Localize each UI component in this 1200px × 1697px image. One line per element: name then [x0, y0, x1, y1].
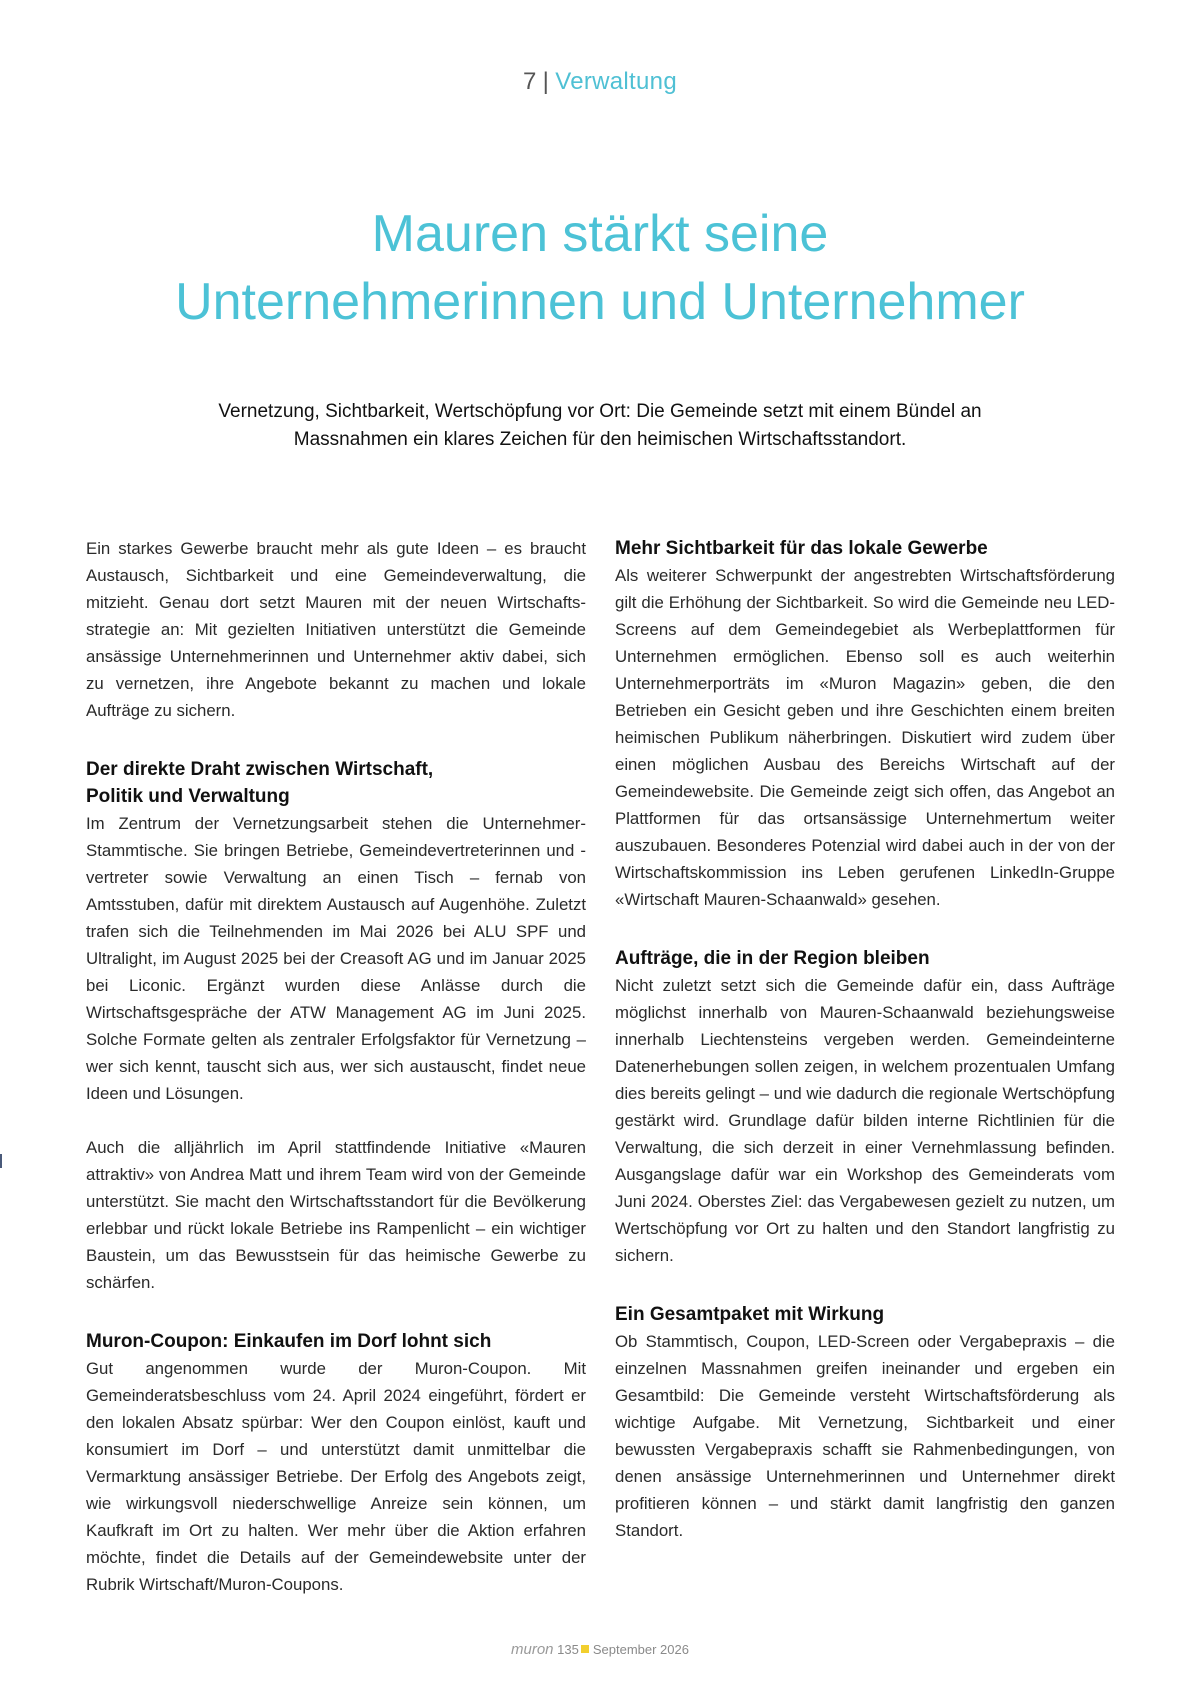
- section-heading-regional-orders: Aufträge, die in der Region bleiben: [615, 948, 930, 969]
- left-column: [86, 535, 586, 1598]
- intro-paragraph: Ein starkes Gewerbe braucht mehr als gute Ideen – es braucht Austausch, Sichtbarkeit und eine Gemeindeverwaltung, die mitzieht. Genau dort setzt Mauren mit der neuen Wirtschaftsstrategie an: Mit gezielten Initiativen unterstützt die Gemeinde ansässige Unternehmerinnen und Unternehmer aktiv dabei, sich zu vernetzen, ihre Angebote bekannt zu machen und lokale Aufträge zu sichern.: [86, 539, 586, 720]
- paragraph-visibility: Als weiterer Schwerpunkt der angestrebten Wirtschaftsförderung gilt die Erhöhung der Sichtbarkeit. So wird die Gemeinde neu LED-Screens auf dem Gemeindegebiet als Werbeplattformen für Unternehmen ermöglichen. Ebenso soll es auch weiterhin Unternehmerporträts im «Muron Magazin» geben, die den Betrieben ein Gesicht geben und ihre Geschichten einem breiten heimischen Publikum näherbringen. Diskutiert wird zudem über einen möglichen Ausbau des Bereichs Wirtschaft auf der Gemeindewebsite. Die Gemeinde zeigt sich offen, das Angebot an Plattformen für das ortsansässige Unternehmertum weiter auszubauen. Besonderes Potenzial wird dabei auch in der von der Wirtschaftskommission ins Leben gerufenen LinkedIn-Gruppe «Wirtschaft Mauren-Schaanwald» gesehen.: [615, 566, 1115, 909]
- page-header: [0, 68, 1200, 96]
- footer-date: September 2026: [592, 1642, 689, 1657]
- paragraph-muron-coupon: Gut angenommen wurde der Muron-Coupon. Mit Gemeinderatsbeschluss vom 24. April 2024 eingeführt, fördert er den lokalen Absatz spürbar: Wer den Coupon einlöst, kauft und konsumiert im Dorf – und unterstützt damit unmittelbar die Vermarktung ansässiger Betriebe. Der Erfolg des Angebots zeigt, wie wirkungsvoll niederschwellige Anreize sein können, um Kaufkraft im Ort zu halten. Wer mehr über die Aktion erfahren möchte, findet die Details auf der Gemeindewebsite unter der Rubrik Wirtschaft/Muron-Coupons.: [86, 1359, 586, 1594]
- section-heading-visibility: Mehr Sichtbarkeit für das lokale Gewerbe: [615, 538, 988, 559]
- paragraph-stammtische: Im Zentrum der Vernetzungsarbeit stehen die Unternehmer-Stammtische. Sie bringen Betriebe, Gemeindevertreterinnen und -vertreter sowie Verwaltung an einen Tisch – fernab von Amtsstuben, dafür mit direktem Austausch auf Augenhöhe. Zuletzt trafen sich die Teilnehmenden im Mai 2026 bei ALU SPF und Ultralight, im August 2025 bei der Creasoft AG und im Januar 2025 bei Liconic. Ergänzt wurden diese Anlässe durch die Wirtschaftsgespräche der ATW Management AG im Juni 2025. Solche Formate gelten als zentraler Erfolgsfaktor für Vernetzung – wer sich kennt, tauscht sich aus, wer sich austauscht, findet neue Ideen und Lösungen.: [86, 814, 586, 1103]
- header-separator: |: [542, 68, 550, 95]
- article-title-line-1: Mauren stärkt seine: [371, 205, 829, 263]
- section-heading-direct-line-1: Der direkte Draht zwischen Wirtschaft,: [86, 759, 434, 780]
- section-heading-direct-line-2: Politik und Verwaltung: [86, 786, 290, 807]
- article-lead: [130, 398, 1070, 454]
- paragraph-overall-package: Ob Stammtisch, Coupon, LED-Screen oder Vergabepraxis – die einzelnen Massnahmen greifen ineinander und ergeben ein Gesamtbild: Die Gemeinde versteht Wirtschaftsförderung als wichtige Aufgabe. Mit Vernetzung, Sichtbarkeit und einer bewussten Vergabepraxis schafft sie Rahmenbedingungen, von denen ansässige Unternehmerinnen und Unternehmer direkt profitieren können – und stärkt damit langfristig den ganzen Standort.: [615, 1332, 1115, 1540]
- article-lead-line-1: Vernetzung, Sichtbarkeit, Wertschöpfung vor Ort: Die Gemeinde setzt mit einem Bündel an: [218, 401, 982, 422]
- section-heading-overall-package: Ein Gesamtpaket mit Wirkung: [615, 1304, 885, 1325]
- paragraph-mauren-attraktiv: Auch die alljährlich im April stattfindende Initiative «Mauren attraktiv» von Andrea Matt und ihrem Team wird von der Gemeinde unterstützt. Sie macht den Wirtschaftsstandort für die Bevölkerung erlebbar und rückt lokale Betriebe ins Rampenlicht – ein wichtiger Baustein, um das Bewusstsein für das heimische Gewerbe zu schärfen.: [86, 1138, 586, 1292]
- paragraph-regional-orders: Nicht zuletzt setzt sich die Gemeinde dafür ein, dass Aufträge möglichst innerhalb von Mauren-Schaanwald beziehungsweise innerhalb Liechtensteins vergeben werden. Gemeindeinterne Datenerhebungen sollen zeigen, in welchem prozentualen Umfang dies bereits gelingt – und wie dadurch die regionale Wertschöpfung gestärkt wird. Grundlage dafür bilden interne Richtlinien für die Verwaltung, die sich derzeit in einer Vernehmlassung befinden. Ausgangslage dafür war ein Workshop des Gemeinderats vom Juni 2024. Oberstes Ziel: das Vergabewesen gezielt zu nutzen, um Wertschöpfung vor Ort zu halten und den Standort langfristig zu sichern.: [615, 976, 1115, 1265]
- footer-square-icon: [581, 1645, 589, 1653]
- footer-brand: muron: [511, 1641, 554, 1658]
- footer-issue-number: 135: [557, 1642, 579, 1657]
- page-edge-mark: [0, 1154, 2, 1168]
- page-number: 7: [523, 68, 537, 95]
- article-lead-line-2: Massnahmen ein klares Zeichen für den heimischen Wirtschaftsstandort.: [293, 429, 907, 450]
- section-name: Verwaltung: [555, 68, 677, 95]
- section-heading-direct-line: [86, 756, 586, 810]
- article-title: [0, 200, 1200, 336]
- right-column: [615, 535, 1115, 1544]
- section-heading-muron-coupon: Muron-Coupon: Einkaufen im Dorf lohnt sich: [86, 1331, 492, 1352]
- page-footer: [0, 1641, 1200, 1658]
- article-title-line-2: Unternehmerinnen und Unternehmer: [175, 273, 1025, 331]
